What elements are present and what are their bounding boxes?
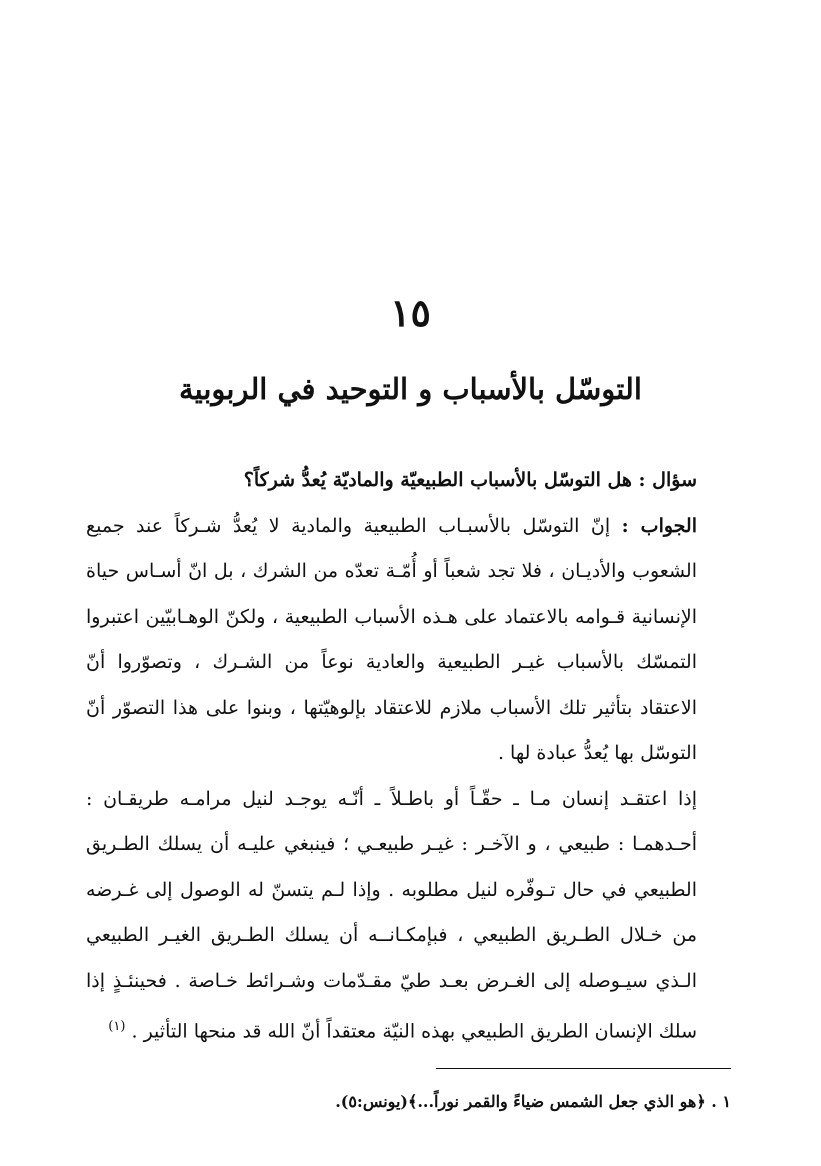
answer-paragraph xyxy=(86,504,731,777)
chapter-title: التوسّل بالأسباب و التوحيد في الربوبية xyxy=(179,372,642,406)
footnote: ١ . ﴿هو الذي جعل الشمس ضياءً والقمر نوراً...﴾(يونس:٥). xyxy=(335,1092,731,1111)
body-text xyxy=(86,458,731,1055)
footnote-divider xyxy=(436,1068,731,1069)
second-paragraph-text: إذا اعتقـد إنسان مـا ـ حقّـاً أو باطـلاً ـ أنّـه يوجـد لنيل مرامـه طريقـان : أحـدهمـا : طبيعي ، و الآخـر : غيـر طبيعـي ؛ فينبغي عليـه أن يسلك الطـريق الطبيعي في حال تـوفّره لنيل مطلوبه . وإذا لـم يتسنّ له الوصول إلى غـرضه من خـلال الطـريق الطبيعي ، فبإمكـانــه أن يسلك الطـريق الغيـر الطبيعي الـذي سيـوصله إلى الغـرض بعـد طيّ مقـدّمات وشـرائط خـاصة . فحينئـذٍ إذا سلك الإنسان الطريق الطبيعي بهذه النيّة معتقداً أنّ الله قد منحها التأثير . xyxy=(86,787,697,1043)
question-paragraph xyxy=(86,458,731,504)
question-text: هل التوسّل بالأسباب الطبيعيّة والماديّة يُعدُّ شركاً؟ xyxy=(243,469,632,491)
second-paragraph xyxy=(86,777,731,1055)
answer-label: الجواب : xyxy=(621,514,697,537)
footnote-reference: (١) xyxy=(108,1019,126,1034)
question-label: سؤال : xyxy=(638,469,697,491)
chapter-number: ١٥ xyxy=(390,290,431,335)
answer-text: إنّ التوسّل بالأسبـاب الطبيعية والمادية لا يُعدُّ شـركاً عند جميع الشعوب والأديـان ، فلا تجد شعباً أو أُمّـة تعدّه من الشرك ، بل انّ أسـاس حياة الإنسانية قـوامه بالاعتماد على هـذه الأسباب الطبيعية ، ولكنّ الوهـابيّين اعتبروا التمسّك بالأسباب غيـر الطبيعية والعادية نوعاً من الشـرك ، وتصوّروا أنّ الاعتقاد بتأثير تلك الأسباب ملازم للاعتقاد بإلوهيّتها ، وبنوا على هذا التصوّر أنّ التوسّل بها يُعدُّ عبادة لها . xyxy=(86,514,697,764)
